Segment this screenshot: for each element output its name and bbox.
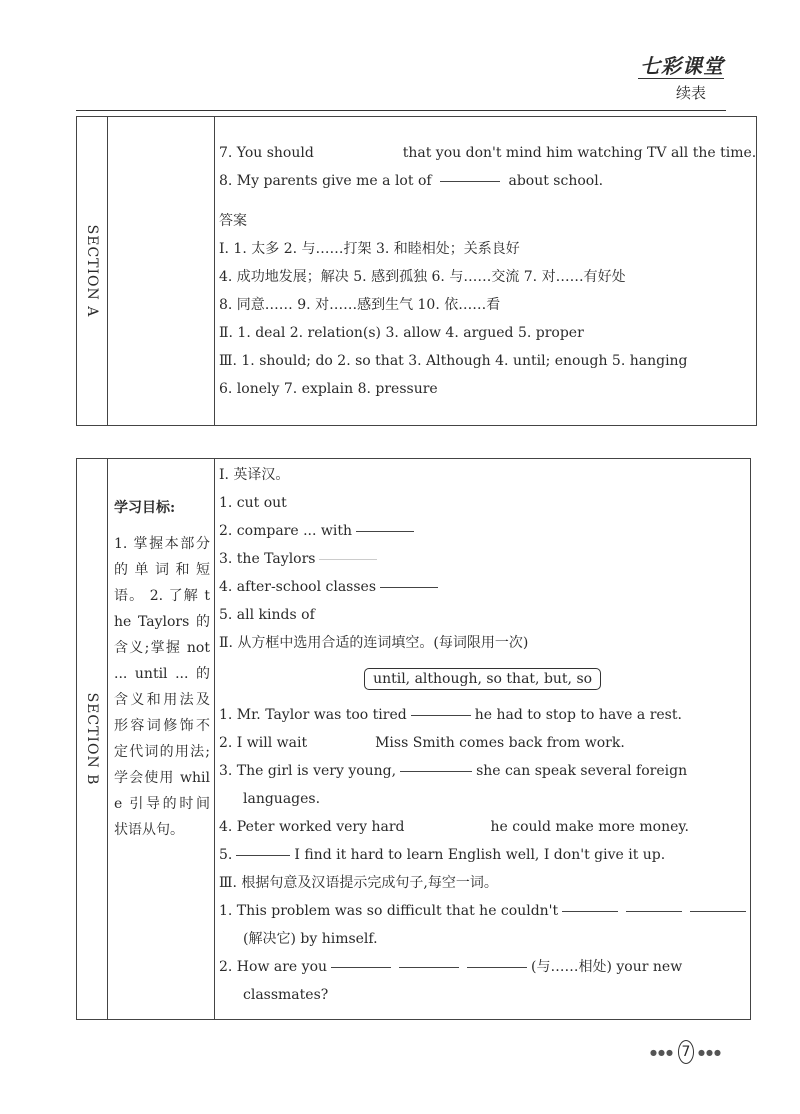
- brand-underline: [638, 78, 724, 79]
- word-box-row: [215, 657, 750, 701]
- fill-blank[interactable]: [690, 910, 746, 912]
- fill-blank[interactable]: [562, 910, 618, 912]
- part-1-title: Ⅰ. 英译汉。: [219, 467, 290, 483]
- part-2-title: Ⅱ. 从方框中选用合适的连词填空。(每词限用一次): [219, 635, 529, 651]
- exercise-line: 4. after-school classes: [215, 573, 750, 601]
- fill-blank[interactable]: [411, 714, 471, 716]
- exercise-line: 1. Mr. Taylor was too tired he had to stop to have a rest.: [219, 707, 682, 723]
- exercise-line: 8. My parents give me a lot of about school.: [219, 173, 604, 189]
- dots-left-icon: ●●●: [650, 1047, 674, 1057]
- section-b-label-cell: [77, 459, 108, 1020]
- fill-blank[interactable]: [467, 966, 527, 968]
- fill-blank[interactable]: [236, 854, 290, 856]
- part-3-title: Ⅲ. 根据句意及汉语提示完成句子,每空一词。: [219, 875, 498, 891]
- section-a-label-cell: [77, 117, 108, 426]
- objectives-text: 1. 掌握本部分的单词和短语。 2. 了解 the Taylors 的含义;掌握 not ... until ... 的含义和用法及形容词修饰不定代词的用法;学会使用 while 引导的时间状语从句。: [114, 536, 210, 838]
- section-a-label: SECTION A: [84, 224, 100, 318]
- exercise-line: 3. the Taylors: [215, 545, 750, 573]
- answer-line: 8. 同意…… 9. 对……感到生气 10. 依……看: [219, 297, 501, 313]
- fill-blank[interactable]: [331, 966, 391, 968]
- dots-right-icon: ●●●: [698, 1047, 722, 1057]
- exercise-line: 7. You should that you don't mind him watching TV all the time.: [219, 145, 757, 161]
- exercise-line: 2. I will wait Miss Smith comes back from work.: [219, 735, 625, 751]
- exercise-line: languages.: [243, 791, 321, 807]
- fill-blank[interactable]: [356, 530, 414, 532]
- section-b-table: [76, 458, 751, 1020]
- brand-logo: 七彩课堂: [640, 54, 724, 78]
- fill-blank[interactable]: [399, 966, 459, 968]
- exercise-line: 1. This problem was so difficult that he couldn't: [215, 897, 750, 925]
- exercise-line: 2. compare ... with: [215, 517, 750, 545]
- answer-line: 6. lonely 7. explain 8. pressure: [219, 381, 438, 397]
- fill-blank[interactable]: [319, 558, 377, 560]
- header-divider: [76, 110, 726, 111]
- section-a-content: [215, 117, 757, 426]
- page-number: 7: [678, 1040, 694, 1064]
- continued-label: 续表: [676, 84, 707, 102]
- section-a-table: [76, 116, 757, 426]
- answer-line: Ⅱ. 1. deal 2. relation(s) 3. allow 4. argued 5. proper: [219, 325, 584, 341]
- exercise-line: 3. The girl is very young, she can speak several foreign: [219, 763, 688, 779]
- exercise-line: 4. Peter worked very hard he could make more money.: [219, 819, 689, 835]
- section-a-objectives-cell: [108, 117, 215, 426]
- answer-line: Ⅰ. 1. 太多 2. 与……打架 3. 和睦相处；关系良好: [219, 241, 520, 257]
- objectives-title: 学习目标:: [114, 500, 176, 516]
- section-b-content: [215, 459, 751, 1020]
- section-b-label: SECTION B: [84, 692, 100, 786]
- fill-blank[interactable]: [440, 180, 500, 182]
- word-box: until, although, so that, but, so: [364, 668, 601, 690]
- fill-blank[interactable]: [380, 586, 438, 588]
- fill-blank[interactable]: [400, 770, 472, 772]
- exercise-line: (解决它) by himself.: [243, 931, 378, 947]
- exercise-line: classmates?: [243, 987, 329, 1003]
- exercise-line: 5. all kinds of: [219, 607, 315, 623]
- learning-objectives: [108, 459, 215, 1020]
- page-number-badge: [650, 1040, 722, 1064]
- exercise-line: 2. How are you (与……相处) your new: [219, 959, 683, 975]
- answer-line: 4. 成功地发展；解决 5. 感到孤独 6. 与……交流 7. 对……有好处: [219, 269, 626, 285]
- exercise-line: 5. I find it hard to learn English well, I don't give it up.: [219, 847, 666, 863]
- answers-title: 答案: [219, 213, 247, 229]
- exercise-line: 1. cut out: [219, 495, 287, 511]
- answer-line: Ⅲ. 1. should; do 2. so that 3. Although 4. until; enough 5. hanging: [219, 353, 688, 369]
- fill-blank[interactable]: [626, 910, 682, 912]
